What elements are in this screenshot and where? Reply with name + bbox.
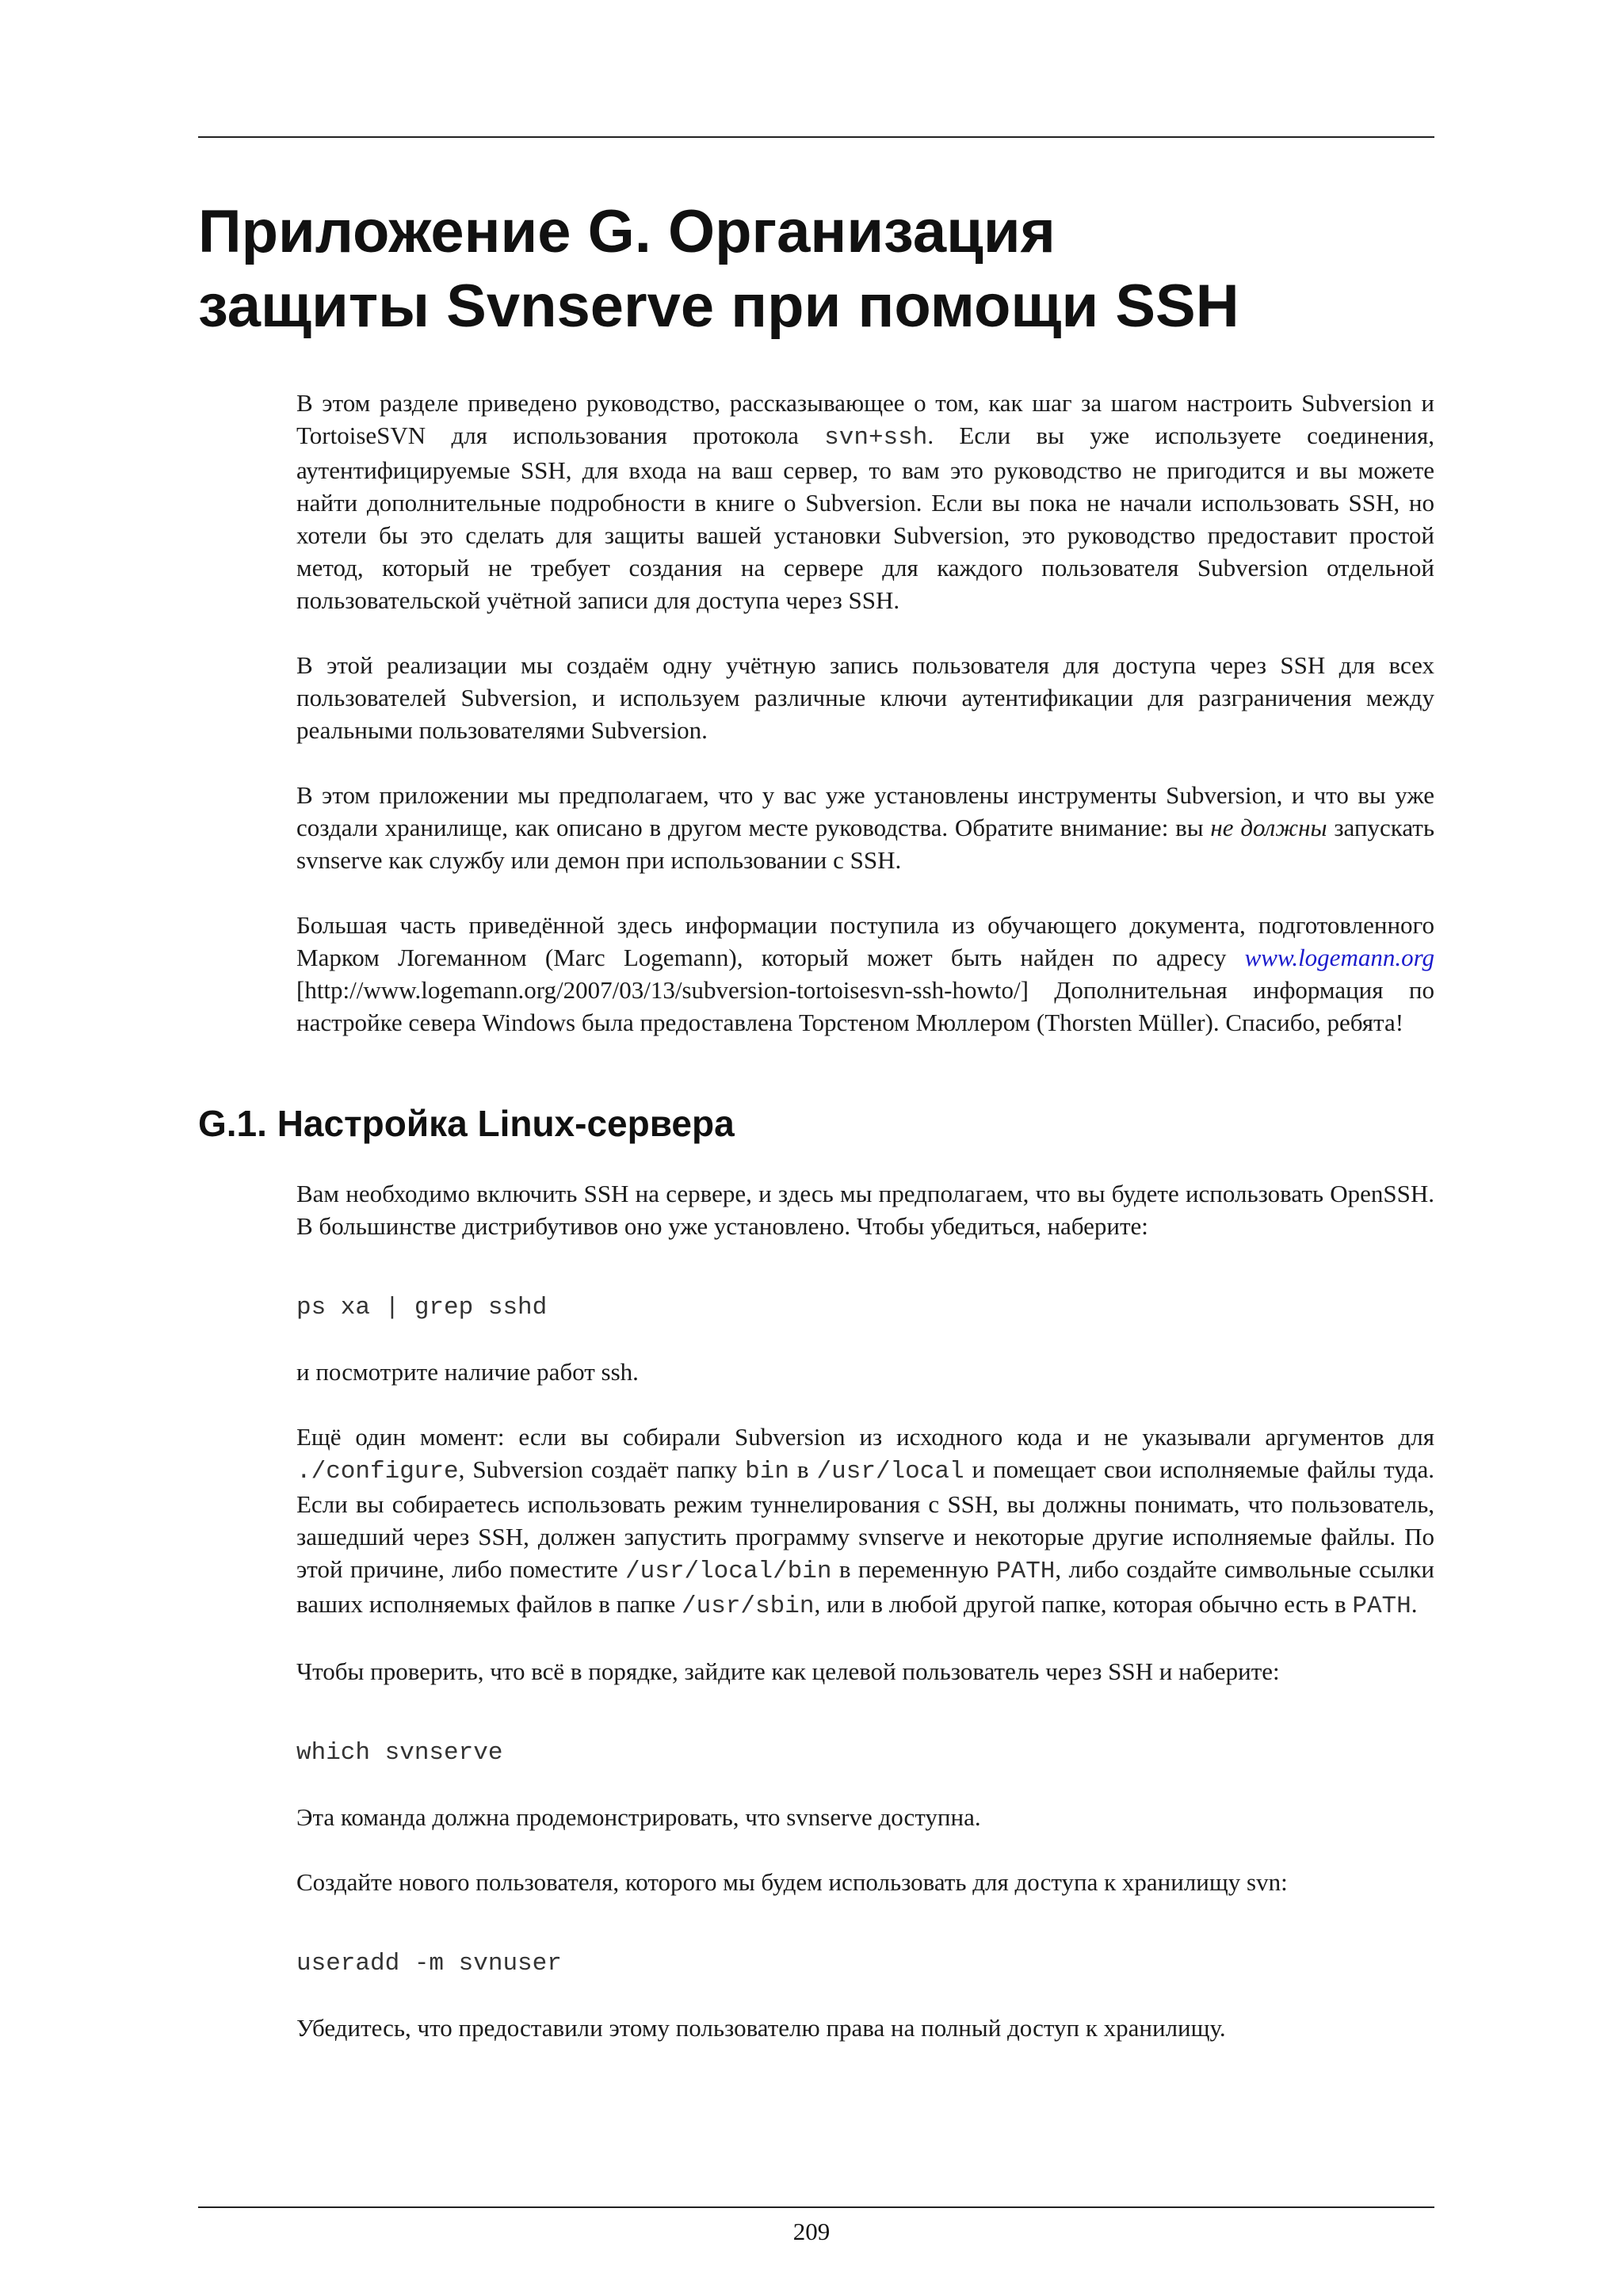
- intro-paragraph-1: В этом разделе приведено руководство, рассказывающее о том, как шаг за шагом настроить Subversion и TortoiseSVN для использования протокола svn+ssh. Если вы уже используете соединения, аутентифицируемые SSH, для входа на ваш сервер, то вам это руководство не пригодится и вы можете найти дополнительные подробности в книге о Subversion. Если вы пока не начали использовать SSH, но хотели бы это сделать для защиты вашей установки Subversion, это руководство предоставит простой метод, который не требует создания на сервере для каждого пользователя Subversion отдельной пользовательской учётной записи для доступа через SSH.: [296, 389, 1435, 614]
- chapter-title-line-2: защиты Svnserve при помощи SSH: [198, 273, 1239, 340]
- inline-code-usr-sbin: /usr/sbin: [682, 1592, 815, 1620]
- chapter-title: [198, 195, 1466, 344]
- inline-code-usr-local-bin: /usr/local/bin: [625, 1558, 832, 1585]
- section-paragraph-5: Эта команда должна продемонстрировать, что svnserve доступна.: [296, 1803, 981, 1831]
- footer-rule: [198, 2206, 1434, 2208]
- page-number: 209: [792, 2218, 831, 2245]
- section-paragraph-7: Убедитесь, что предоставили этому пользователю права на полный доступ к хранилищу.: [296, 2014, 1226, 2042]
- intro-section: [296, 387, 1434, 1071]
- header-rule: [198, 136, 1434, 138]
- section-paragraph-1: Вам необходимо включить SSH на сервере, и здесь мы предполагаем, что вы будете использовать OpenSSH. В большинстве дистрибутивов оно уже установлено. Чтобы убедиться, наберите:: [296, 1180, 1434, 1240]
- chapter-title-line-1: Приложение G. Организация: [198, 198, 1056, 265]
- section-paragraph-3: Ещё один момент: если вы собирали Subversion из исходного кода и не указывали аргументов для ./configure, Subversion создаёт папку bin в /usr/local и помещает свои исполняемые файлы туда. Если вы собираетесь использовать режим туннелирования с SSH, вы должны понимать, что пользователь, зашедший через SSH, должен запустить программу svnserve и некоторые другие исполняемые файлы. По этой причине, либо поместите /usr/local/bin в переменную PATH, либо создайте символьные ссылки ваших исполняемых файлов в папке /usr/sbin, или в любой другой папке, которая обычно есть в PATH.: [296, 1423, 1434, 1620]
- inline-code-path-2: PATH: [1352, 1592, 1411, 1620]
- inline-code-usr-local: /usr/local: [816, 1458, 964, 1486]
- section-paragraph-4: Чтобы проверить, что всё в порядке, зайдите как целевой пользователь через SSH и наберите:: [296, 1657, 1280, 1685]
- emphasis-text: не должны: [1210, 814, 1327, 841]
- inline-code-configure: ./configure: [296, 1458, 459, 1486]
- intro-paragraph-2: В этой реализации мы создаём одну учётную запись пользователя для доступа через SSH для всех пользователей Subversion, и используем различные ключи аутентификации для разграничения между реальными пользователями Subversion.: [296, 651, 1434, 744]
- section-paragraph-6: Создайте нового пользователя, которого мы будем использовать для доступа к хранилищу svn:: [296, 1868, 1288, 1896]
- inline-code-bin: bin: [745, 1458, 789, 1486]
- logemann-link[interactable]: www.logemann.org: [1244, 944, 1434, 971]
- logemann-url: [http://www.logemann.org/2007/03/13/subversion-tortoisesvn-ssh-howto/]: [296, 976, 1029, 1004]
- intro-paragraph-3: В этом приложении мы предполагаем, что у вас уже установлены инструменты Subversion, и что вы уже создали хранилище, как описано в другом месте руководства. Обратите внимание: вы не должны запускать svnserve как службу или демон при использовании с SSH.: [296, 781, 1434, 874]
- section-paragraph-2: и посмотрите наличие работ ssh.: [296, 1358, 639, 1386]
- command-useradd: useradd -m svnuser: [296, 1950, 562, 1978]
- command-ps-grep: ps xa | grep sshd: [296, 1294, 548, 1322]
- intro-paragraph-4: Большая часть приведённой здесь информации поступила из обучающего документа, подготовленного Марком Логеманном (Marc Logemann), который может быть найден по адресу www.logemann.org [http://www.logemann.org/2007/03/13/subversion-tortoisesvn-ssh-howto/] Дополнительная информация по настройке севера Windows была предоставлена Торстеном Мюллером (Thorsten Müller). Спасибо, ребята!: [296, 911, 1434, 1036]
- inline-code-path: PATH: [996, 1558, 1056, 1585]
- inline-code-svn-ssh: svn+ssh: [824, 424, 928, 452]
- command-which-svnserve: which svnserve: [296, 1739, 503, 1767]
- section-title: G.1. Настройка Linux-сервера: [198, 1103, 735, 1144]
- section-body: [296, 1177, 1434, 2077]
